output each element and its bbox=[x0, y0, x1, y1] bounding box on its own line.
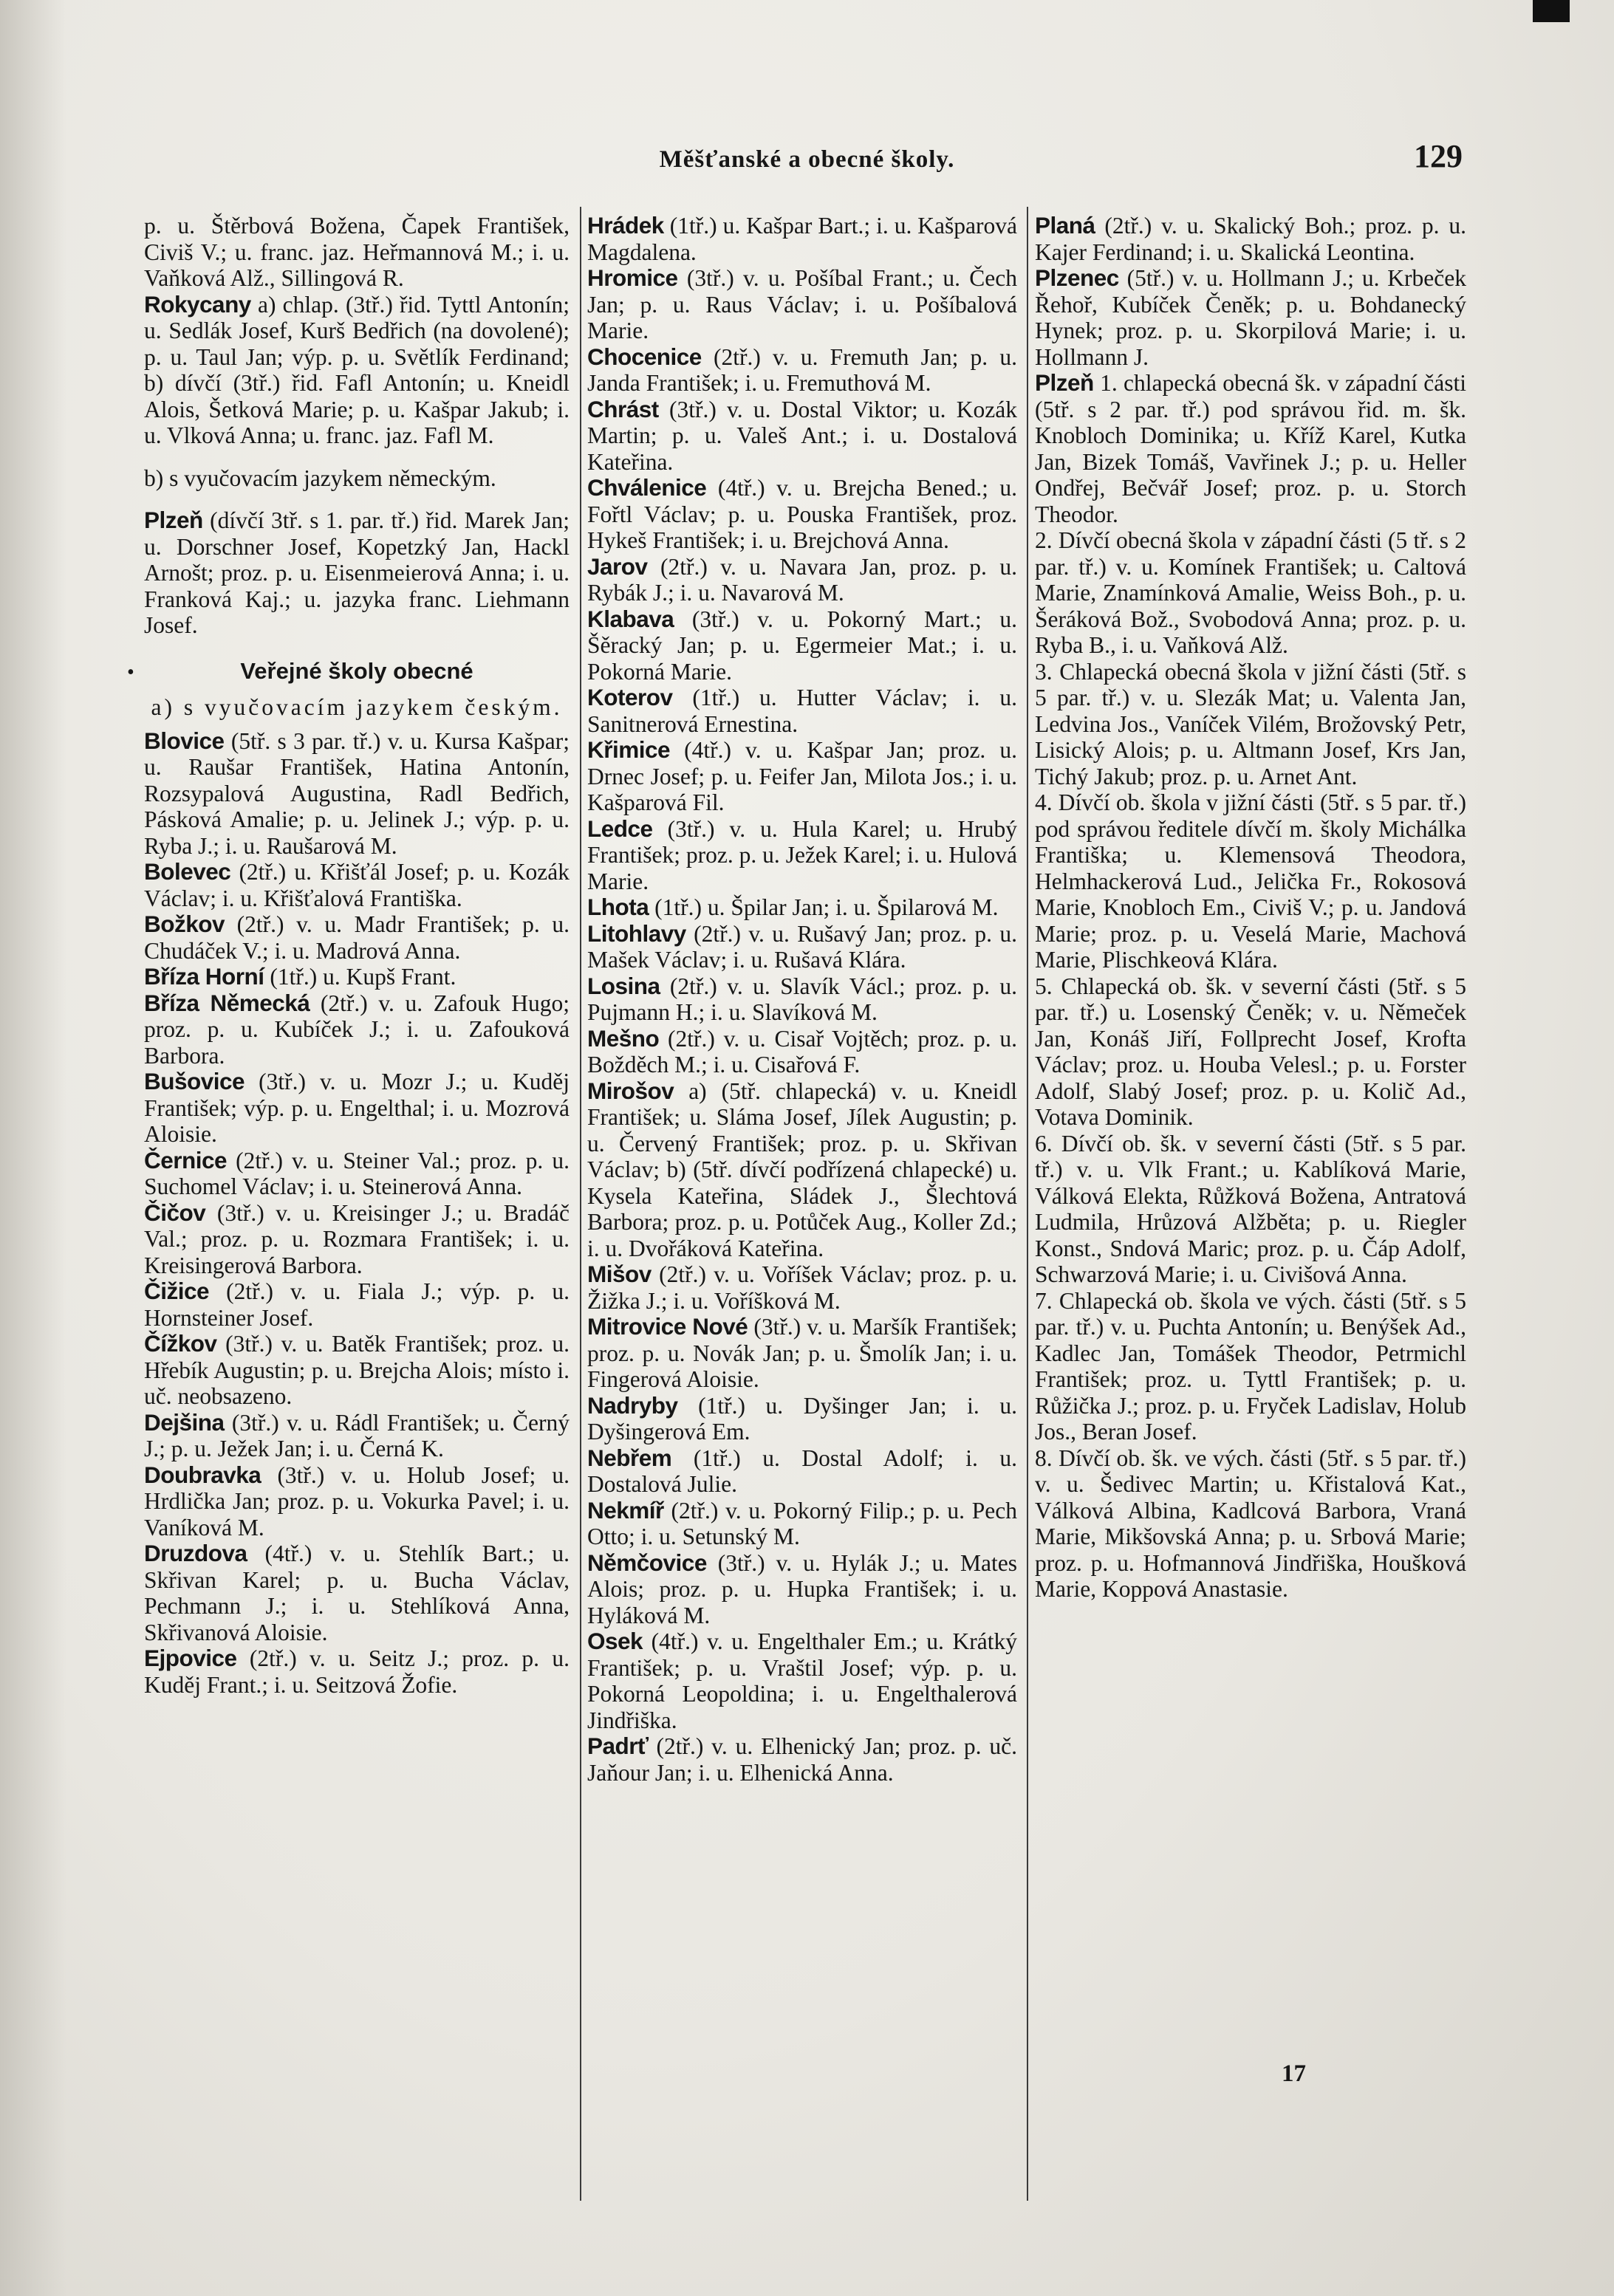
entry-text: (2tř.) u. Křišťál Josef; p. u. Kozák Václav; i. u. Křišťalová Františka. bbox=[144, 859, 570, 911]
place-name: Dejšina bbox=[144, 1408, 225, 1436]
entry-text: 3. Chlapecká obecná škola v jižní části (5tř. s 5 par. tř.) v. u. Slezák Mat; u. Valenta Jan, Ledvina Jos., Vaníček Vilém, Brožovský Petr, Lisický Alois; p. u. Altmann Josef, Krs Jan, Tichý Jakub; proz. p. u. Arnet Ant. bbox=[1035, 658, 1466, 789]
place-name: Mirošov bbox=[587, 1077, 674, 1104]
directory-entry bbox=[1035, 527, 1466, 659]
directory-entry bbox=[144, 964, 570, 990]
entry-text: (2tř.) v. u. Slavík Václ.; proz. p. u. Pujmann H.; i. u. Slavíková M. bbox=[587, 973, 1017, 1025]
directory-entry bbox=[587, 1498, 1017, 1550]
entry-text: (3tř.) v. u. Mozr J.; u. Kuděj František; výp. p. u. Engelthal; i. u. Mozrová Aloisie. bbox=[144, 1069, 570, 1147]
entry-text: 4. Dívčí ob. škola v jižní části (5tř. s 5 par. tř.) pod správou ředitele dívčí m. školy Michálka Františka; u. Klemensová Theodora, Helmhackerová Lud., Jelička Fr., Rokosová Marie, Knobloch Em., Civiš V.; p. u. Jandová Marie; proz. p. u. Veselá Marie, Machová Marie, Plischkeová Klára. bbox=[1035, 789, 1466, 973]
directory-entry bbox=[144, 1148, 570, 1200]
directory-entry bbox=[144, 990, 570, 1069]
entry-text: 2. Dívčí obecná škola v západní části (5 tř. s 2 par. tř.) v. u. Komínek František; u. Caltová Marie, Znamínková Amalie, Weiss Boh., p. u. Šeráková Bož., Svobodová Anna; proz. p. u. Ryba B., i. u. Vaňková Alž. bbox=[1035, 527, 1466, 658]
place-name: Planá bbox=[1035, 212, 1095, 239]
entry-text: (dívčí 3tř. s 1. par. tř.) řid. Marek Jan; u. Dorschner Josef, Kopetzký Jan, Hackl Arnošt; proz. p. u. Eisenmeierová Anna; i. u. Franková Kaj.; u. jazyka franc. Liehmann Josef. bbox=[144, 507, 570, 638]
entry-text: (3tř.) v. u. Kreisinger J.; u. Bradáč Val.; proz. p. u. Rozmara František; i. u. Kreisingerová Barbora. bbox=[144, 1199, 570, 1278]
entry-text: a) (5tř. chlapecká) v. u. Kneidl František; u. Sláma Josef, Jílek Augustin; p. u. Červený František; proz. p. u. Skřivan Václav; b) (5tř. dívčí podřízená chlapecké) u. Kysela Kateřina, Sládek J., Šlechtová Barbora; proz. p. u. Potůček Aug., Koller Zd.; i. u. Dvořáková Kateřina. bbox=[587, 1077, 1017, 1261]
directory-entry bbox=[587, 344, 1017, 397]
place-name: Plzeň bbox=[144, 507, 203, 533]
directory-entry bbox=[144, 1331, 570, 1410]
column-3 bbox=[1035, 213, 1466, 1603]
entry-text: (1tř.) u. Hutter Václav; i. u. Sanitnerová Ernestina. bbox=[587, 685, 1017, 737]
spacer bbox=[144, 491, 570, 507]
directory-entry bbox=[144, 1462, 570, 1541]
directory-entry bbox=[144, 292, 570, 449]
entry-text: (4tř.) v. u. Kašpar Jan; proz. u. Drnec Josef; p. u. Feifer Jan, Milota Jos.; i. u. Kašparová Fil. bbox=[587, 737, 1017, 815]
entry-text: (2tř.) v. u. Zafouk Hugo; proz. p. u. Kubíček J.; i. u. Zafouková Barbora. bbox=[144, 990, 570, 1069]
directory-entry bbox=[1035, 265, 1466, 370]
place-name: Hromice bbox=[587, 264, 678, 291]
place-name: Bříza Německá bbox=[144, 989, 310, 1016]
place-name: Plzeň bbox=[1035, 369, 1094, 396]
directory-entry bbox=[144, 213, 570, 292]
directory-entry bbox=[587, 921, 1017, 973]
column-rule-2 bbox=[1027, 207, 1028, 2201]
scan-corner-mark bbox=[1533, 0, 1570, 22]
entry-text: (4tř.) v. u. Stehlík Bart.; u. Skřivan Karel; p. u. Bucha Václav, Pechmann J.; i. u. Stehlíková Anna, Skřivanová Aloisie. bbox=[144, 1541, 570, 1645]
directory-entry bbox=[144, 859, 570, 911]
place-name: Čižice bbox=[144, 1278, 210, 1304]
directory-entry bbox=[587, 1261, 1017, 1314]
directory-entry bbox=[587, 1628, 1017, 1733]
entry-text: (3tř.) v. u. Dostal Viktor; u. Kozák Martin; p. u. Valeš Ant.; i. u. Dostalová Kateřina. bbox=[587, 396, 1017, 475]
entry-text: (1tř.) u. Kupš Frant. bbox=[264, 964, 456, 990]
directory-entry bbox=[1035, 973, 1466, 1131]
directory-entry bbox=[587, 1314, 1017, 1393]
directory-entry bbox=[144, 911, 570, 964]
running-header: Měšťanské a obecné školy. bbox=[659, 146, 955, 173]
directory-entry bbox=[587, 1393, 1017, 1445]
directory-entry bbox=[1035, 659, 1466, 790]
place-name: Nebřem bbox=[587, 1444, 672, 1471]
place-name: Ledce bbox=[587, 815, 653, 842]
place-name: Padrť bbox=[587, 1733, 649, 1759]
section-heading: Veřejné školy obecné bbox=[240, 657, 473, 684]
entry-text: 5. Chlapecká ob. šk. v severní části (5tř. s 5 par. tř.) u. Losenský Čeněk; v. u. Němeček Jan, Konáš Jiří, Follprecht Josef, Krofta Václav; proz. u. Houba Velesl.; p. u. Forster Adolf, Slabý Josef; proz. p. u. Količ Ad., Votava Dominik. bbox=[1035, 973, 1466, 1130]
place-name: Černice bbox=[144, 1146, 228, 1173]
place-name: Losina bbox=[587, 972, 660, 999]
entry-text: (1tř.) u. Špilar Jan; i. u. Špilarová M. bbox=[649, 894, 999, 920]
place-name: Bolevec bbox=[144, 858, 231, 885]
directory-entry bbox=[144, 1410, 570, 1462]
entry-text: (3tř.) v. u. Pokorný Mart.; u. Šěracký Jan; p. u. Egermeier Mat.; i. u. Pokorná Marie. bbox=[587, 606, 1017, 685]
place-name: Druzdova bbox=[144, 1540, 247, 1566]
entry-text: (2tř.) v. u. Seitz J.; proz. p. u. Kuděj Frant.; i. u. Seitzová Žofie. bbox=[144, 1645, 570, 1698]
entry-text: (2tř.) v. u. Fiala J.; výp. p. u. Hornsteiner Josef. bbox=[144, 1278, 570, 1331]
directory-entry bbox=[144, 1541, 570, 1645]
place-name: Lhota bbox=[587, 894, 649, 920]
directory-entry bbox=[587, 973, 1017, 1026]
place-name: Ejpovice bbox=[144, 1645, 237, 1671]
place-name: Němčovice bbox=[587, 1549, 707, 1576]
directory-entry bbox=[587, 554, 1017, 606]
place-name: Chválenice bbox=[587, 474, 707, 501]
directory-entry bbox=[587, 816, 1017, 895]
directory-entry bbox=[587, 737, 1017, 816]
place-name: Mešno bbox=[587, 1024, 660, 1052]
directory-entry bbox=[587, 1445, 1017, 1498]
place-name: Osek bbox=[587, 1628, 643, 1654]
directory-entry bbox=[587, 265, 1017, 344]
margin-dot: • bbox=[127, 661, 134, 684]
directory-entry bbox=[1035, 213, 1466, 265]
place-name: Mitrovice Nové bbox=[587, 1313, 748, 1340]
column-1 bbox=[144, 213, 570, 1698]
entry-text: (2tř.) v. u. Skalický Boh.; proz. p. u. Kajer Ferdinand; i. u. Skalická Leontina. bbox=[1035, 213, 1466, 265]
entry-text: p. u. Štěrbová Božena, Čapek František, Civiš V.; u. franc. jaz. Heřmannová M.; i. u. Vaňková Alž., Sillingová R. bbox=[144, 213, 570, 291]
place-name: Čičov bbox=[144, 1199, 206, 1226]
column-rule-1 bbox=[580, 207, 581, 2201]
directory-entry bbox=[587, 397, 1017, 476]
place-name: Bříza Horní bbox=[144, 963, 264, 990]
entry-text: 6. Dívčí ob. šk. v severní části (5tř. s 5 par. tř.) v. u. Vlk Frant.; u. Kablíková Marie, Válková Elekta, Růžková Božena, Antratová Ludmila, Hrůzová Alžběta; p. u. Riegler Konst., Sndová Maric; proz. p. u. Čáp Adolf, Schwarzová Marie; i. u. Civišová Anna. bbox=[1035, 1130, 1466, 1287]
directory-entry bbox=[144, 507, 570, 639]
entry-text: (5tř. s 3 par. tř.) v. u. Kursa Kašpar; u. Raušar František, Hatina Antonín, Rozsypalová Augustina, Radl Bedřich, Pásková Amalie; p. u. Jelinek J.; výp. p. u. Ryba J.; i. u. Raušarová M. bbox=[144, 727, 570, 859]
entry-text: (4tř.) v. u. Engelthaler Em.; u. Krátký František; p. u. Vraštil Josef; výp. p. u. Pokorná Leopoldina; i. u. Engelthalerová Jindřiška. bbox=[587, 1628, 1017, 1733]
place-name: Nadryby bbox=[587, 1391, 678, 1419]
entry-text: (2tř.) v. u. Elhenický Jan; proz. p. uč. Jaňour Jan; i. u. Elhenická Anna. bbox=[587, 1733, 1017, 1786]
place-name: Rokycany bbox=[144, 290, 251, 318]
directory-entry bbox=[587, 606, 1017, 685]
entry-text: 7. Chlapecká ob. škola ve vých. části (5tř. s 5 par. tř.) v. u. Puchta Antonín; u. Benýšek Ad., Kadlec Jan, Tomášek Theodor, Petrmichl František; proz. u. Tyttl František; p. u. Růžička J.; proz. p. u. Fryček Ladislav, Holub Jos., Beran Josef. bbox=[1035, 1287, 1466, 1445]
directory-entry bbox=[587, 213, 1017, 265]
entry-text: 8. Dívčí ob. šk. ve vých. části (5tř. s 5 par. tř.) v. u. Šedivec Martin; u. Křistalová Kat., Válková Albina, Kadlcová Barbora, Vraná Marie, Mikšovská Anna; p. u. Srbová Marie; proz. p. u. Hofmannová Jindřiška, Houšková Marie, Koppová Anastasie. bbox=[1035, 1445, 1466, 1602]
place-name: Křimice bbox=[587, 736, 671, 763]
entry-text: (2tř.) v. u. Madr František; p. u. Chudáček V.; i. u. Madrová Anna. bbox=[144, 911, 570, 964]
directory-entry bbox=[144, 1645, 570, 1698]
directory-entry bbox=[1035, 370, 1466, 527]
entry-text: 1. chlapecká obecná šk. v západní části (5tř. s 2 par. tř.) pod správou řid. m. šk. Knobloch Dominika; u. Kříž Karel, Kutka Jan, Bizek Tomáš, Vavřinek J.; p. u. Heller Ondřej, Bečvář Josef; proz. p. u. Storch Theodor. bbox=[1035, 370, 1466, 527]
place-name: Doubravka bbox=[144, 1461, 261, 1488]
entry-text: (2tř.) v. u. Pokorný Filip.; p. u. Pech Otto; i. u. Setunský M. bbox=[587, 1497, 1017, 1549]
page-edge-shadow bbox=[0, 0, 66, 2296]
directory-entry bbox=[587, 1078, 1017, 1262]
entry-text: (2tř.) v. u. Rušavý Jan; proz. p. u. Mašek Václav; i. u. Rušavá Klára. bbox=[587, 920, 1017, 973]
directory-entry bbox=[1035, 1131, 1466, 1288]
directory-entry bbox=[144, 465, 570, 492]
entry-text: (2tř.) v. u. Cisař Vojtěch; proz. p. u. Božděch M.; i. u. Cisařová F. bbox=[587, 1025, 1017, 1077]
place-name: Litohlavy bbox=[587, 919, 686, 947]
entry-text: (2tř.) v. u. Fremuth Jan; p. u. Janda František; i. u. Fremuthová M. bbox=[587, 343, 1017, 396]
subsection-heading: a) s vyučovacím jazykem českým. bbox=[151, 694, 563, 720]
directory-entry bbox=[1035, 1445, 1466, 1603]
directory-entry bbox=[587, 894, 1017, 921]
place-name: Blovice bbox=[144, 727, 225, 754]
entry-text: (1tř.) u. Dostal Adolf; i. u. Dostalová Julie. bbox=[587, 1445, 1017, 1497]
entry-text: (1tř.) u. Dyšinger Jan; i. u. Dyšingerová Em. bbox=[587, 1392, 1017, 1445]
directory-entry bbox=[144, 728, 570, 860]
entry-text: (2tř.) v. u. Voříšek Václav; proz. p. u. Žižka J.; i. u. Voříšková M. bbox=[587, 1261, 1017, 1314]
entry-text: (1tř.) u. Kašpar Bart.; i. u. Kašparová Magdalena. bbox=[587, 213, 1017, 265]
directory-entry bbox=[587, 1733, 1017, 1786]
place-name: Nekmíř bbox=[587, 1496, 664, 1524]
place-name: Mišov bbox=[587, 1261, 652, 1287]
place-name: Klabava bbox=[587, 605, 674, 632]
place-name: Čížkov bbox=[144, 1330, 217, 1357]
place-name: Bušovice bbox=[144, 1068, 245, 1094]
directory-entry bbox=[587, 475, 1017, 554]
directory-entry bbox=[1035, 789, 1466, 973]
place-name: Jarov bbox=[587, 552, 648, 580]
column-2 bbox=[587, 213, 1017, 1786]
entry-text: (3tř.) v. u. Holub Josef; u. Hrdlička Jan; proz. p. u. Vokurka Pavel; i. u. Vaníková M. bbox=[144, 1461, 570, 1541]
place-name: Plzenec bbox=[1035, 264, 1119, 291]
place-name: Chocenice bbox=[587, 343, 702, 370]
page-number: 129 bbox=[1414, 138, 1463, 174]
entry-text: (3tř.) v. u. Maršík František; proz. p. u. Novák Jan; p. u. Šmolík Jan; i. u. Fingerová Aloisie. bbox=[587, 1314, 1017, 1392]
signature-mark: 17 bbox=[1282, 2060, 1306, 2087]
entry-text: (3tř.) v. u. Hylák J.; u. Mates Alois; proz. p. u. Hupka František; i. u. Hyláková M. bbox=[587, 1549, 1017, 1628]
directory-entry bbox=[587, 685, 1017, 737]
entry-text: (3tř.) v. u. Batěk František; proz. u. Hřebík Augustin; p. u. Brejcha Alois; místo i. uč. neobsazeno. bbox=[144, 1331, 570, 1409]
directory-entry bbox=[144, 1200, 570, 1279]
place-name: Koterov bbox=[587, 684, 673, 710]
entry-text: (2tř.) v. u. Steiner Val.; proz. p. u. Suchomel Václav; i. u. Steinerová Anna. bbox=[144, 1147, 570, 1199]
directory-entry bbox=[587, 1550, 1017, 1629]
entry-text: (4tř.) v. u. Brejcha Bened.; u. Fořtl Václav; p. u. Pouska František, proz. Hykeš František; i. u. Brejchová Anna. bbox=[587, 475, 1017, 553]
place-name: Hrádek bbox=[587, 212, 664, 239]
entry-text: (3tř.) v. u. Rádl František; u. Černý J.; p. u. Ježek Jan; i. u. Černá K. bbox=[144, 1409, 570, 1461]
directory-entry bbox=[144, 1278, 570, 1331]
entry-text: b) s vyučovacím jazykem německým. bbox=[144, 465, 496, 491]
directory-entry bbox=[587, 1026, 1017, 1078]
entry-text: (2tř.) v. u. Navara Jan, proz. p. u. Rybák J.; i. u. Navarová M. bbox=[587, 553, 1017, 606]
entry-text: (5tř.) v. u. Hollmann J.; u. Krbeček Řehoř, Kubíček Čeněk; p. u. Bohdanecký Hynek; proz. p. u. Skorpilová Marie; i. u. Hollmann J. bbox=[1035, 265, 1466, 370]
directory-entry bbox=[144, 1069, 570, 1148]
spacer bbox=[144, 449, 570, 465]
place-name: Chrást bbox=[587, 395, 659, 422]
entry-text: a) chlap. (3tř.) řid. Tyttl Antonín; u. Sedlák Josef, Kurš Bedřich (na dovolené); p. u. Taul Jan; výp. p. u. Světlík Ferdinand; b) dívčí (3tř.) řid. Fafl Antonín; u. Kneidl Alois, Šetková Marie; p. u. Kašpar Jakub; i. u. Vlková Anna; u. franc. jaz. Fafl M. bbox=[144, 291, 570, 448]
place-name: Božkov bbox=[144, 911, 225, 937]
directory-entry bbox=[1035, 1288, 1466, 1445]
entry-text: (3tř.) v. u. Pošíbal Frant.; u. Čech Jan; p. u. Raus Václav; i. u. Pošíbalová Marie. bbox=[587, 265, 1017, 343]
entry-text: (3tř.) v. u. Hula Karel; u. Hrubý František; proz. p. u. Ježek Karel; i. u. Hulová Marie. bbox=[587, 815, 1017, 894]
